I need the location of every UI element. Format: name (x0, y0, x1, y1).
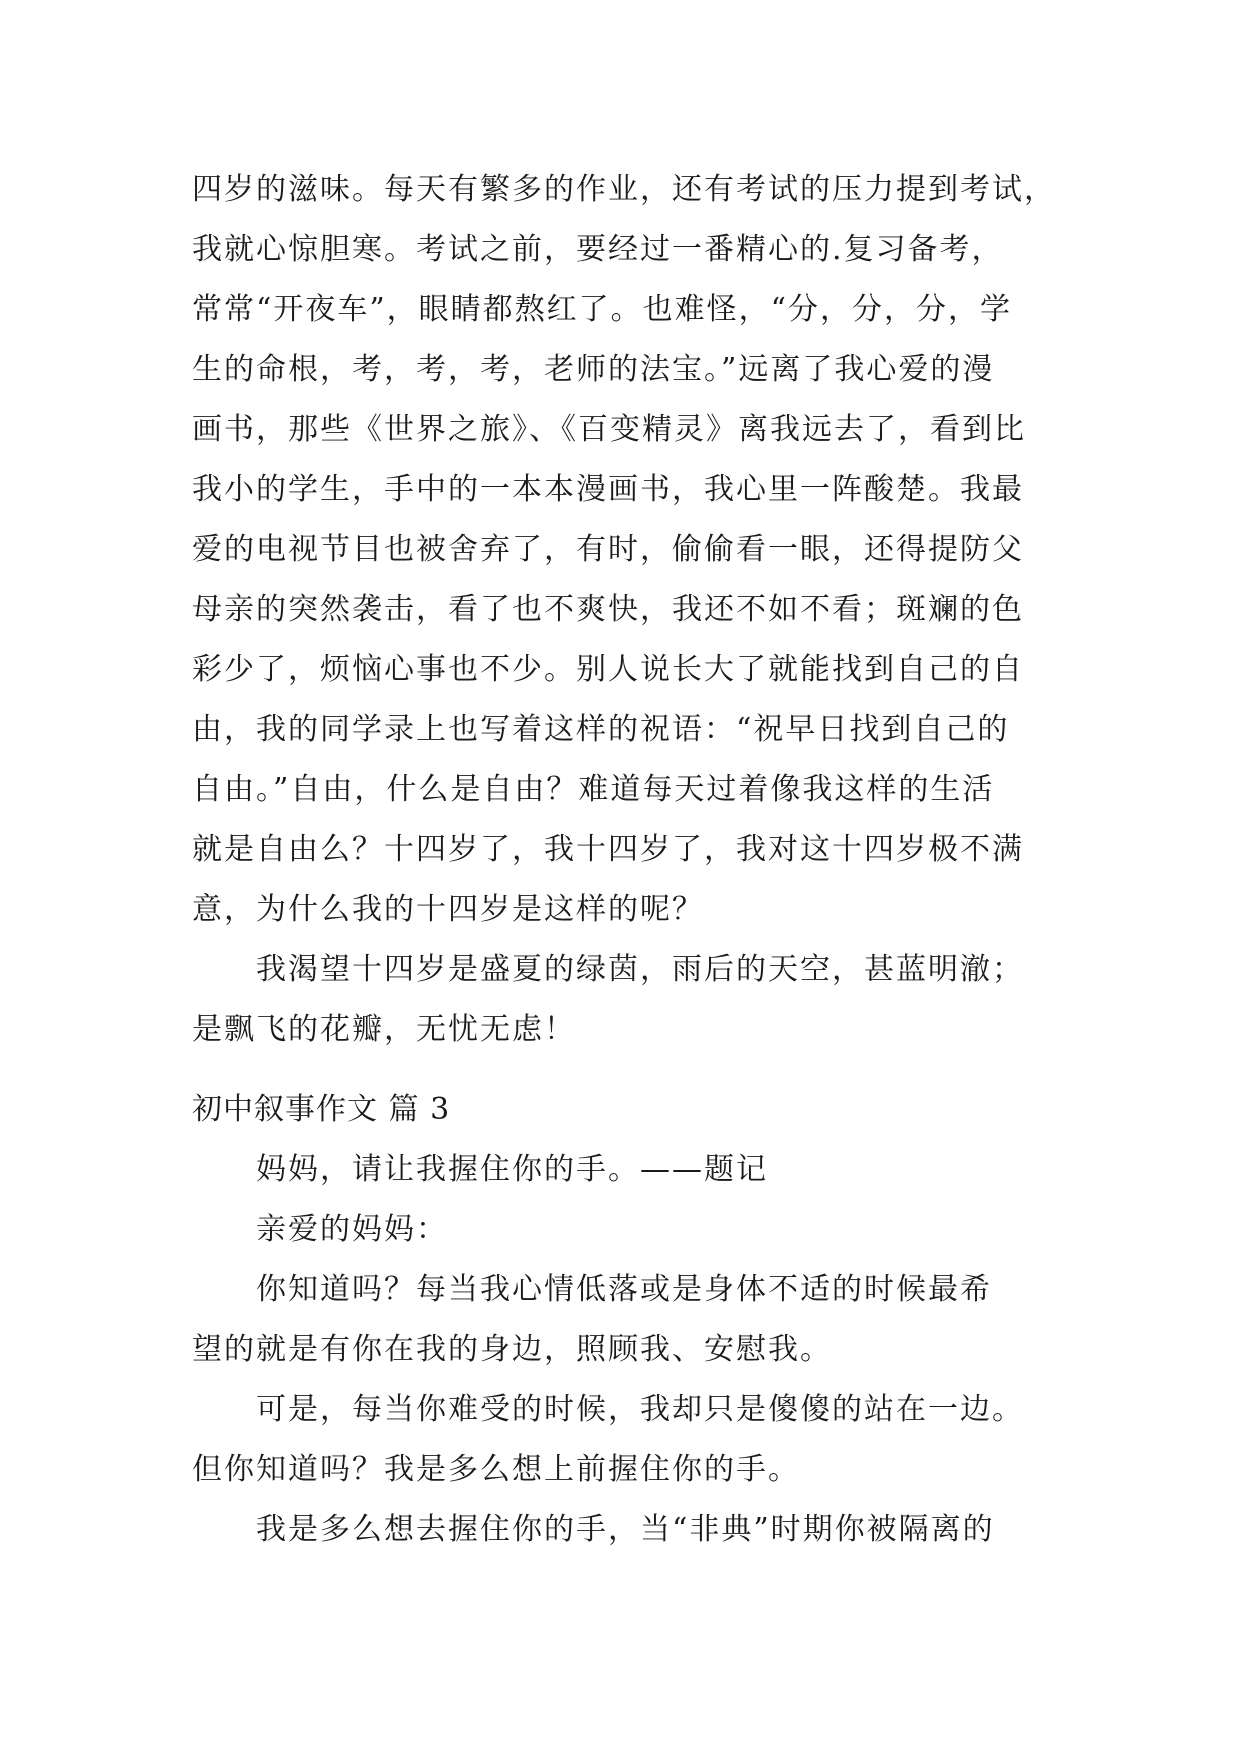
paragraph-line: 但你知道吗？我是多么想上前握住你的手。 (192, 1452, 800, 1487)
paragraph-line: 我是多么想去握住你的手，当“非典”时期你被隔离的 (192, 1512, 995, 1547)
paragraph-line: 四岁的滋味。每天有繁多的作业，还有考试的压力提到考试， (192, 172, 1056, 207)
paragraph-line: 望的就是有你在我的身边，照顾我、安慰我。 (192, 1332, 832, 1367)
paragraph-line: 我就心惊胆寒。考试之前，要经过一番精心的.复习备考， (192, 232, 1004, 267)
paragraph-line: 可是，每当你难受的时候，我却只是傻傻的站在一边。 (192, 1392, 1024, 1427)
paragraph-line: 我小的学生，手中的一本本漫画书，我心里一阵酸楚。我最 (192, 472, 1024, 507)
paragraph-line: 由，我的同学录上也写着这样的祝语：“祝早日找到自己的 (192, 712, 1010, 747)
essay-section-3 (192, 1080, 1052, 1560)
paragraph-line: 你知道吗？每当我心情低落或是身体不适的时候最希 (192, 1272, 992, 1307)
paragraph-line: 我渴望十四岁是盛夏的绿茵，雨后的天空，甚蓝明澈； (192, 952, 1024, 987)
paragraph-line: 亲爱的妈妈： (192, 1212, 448, 1247)
paragraph-line: 常常“开夜车”，眼睛都熬红了。也难怪，“分，分，分，学 (192, 292, 1013, 327)
paragraph-line: 彩少了，烦恼心事也不少。别人说长大了就能找到自己的自 (192, 652, 1024, 687)
paragraph-line: 妈妈，请让我握住你的手。——题记 (192, 1152, 768, 1187)
essay-continuation (192, 160, 1056, 1060)
paragraph-line: 母亲的突然袭击，看了也不爽快，我还不如不看；斑斓的色 (192, 592, 1024, 627)
paragraph-line: 画书，那些《世界之旅》、《百变精灵》离我远去了，看到比 (192, 412, 1026, 447)
paragraph-line: 自由。”自由，什么是自由？难道每天过着像我这样的生活 (192, 772, 995, 807)
paragraph-line: 生的命根，考，考，考，老师的法宝。”远离了我心爱的漫 (192, 352, 995, 387)
paragraph-line: 是飘飞的花瓣，无忧无虑！ (192, 1012, 576, 1047)
paragraph-line: 爱的电视节目也被舍弃了，有时，偷偷看一眼，还得提防父 (192, 532, 1024, 567)
paragraph-line: 就是自由么？十四岁了，我十四岁了，我对这十四岁极不满 (192, 832, 1024, 867)
section-heading: 初中叙事作文 篇 3 (192, 1092, 451, 1127)
paragraph-line: 意，为什么我的十四岁是这样的呢？ (192, 892, 704, 927)
